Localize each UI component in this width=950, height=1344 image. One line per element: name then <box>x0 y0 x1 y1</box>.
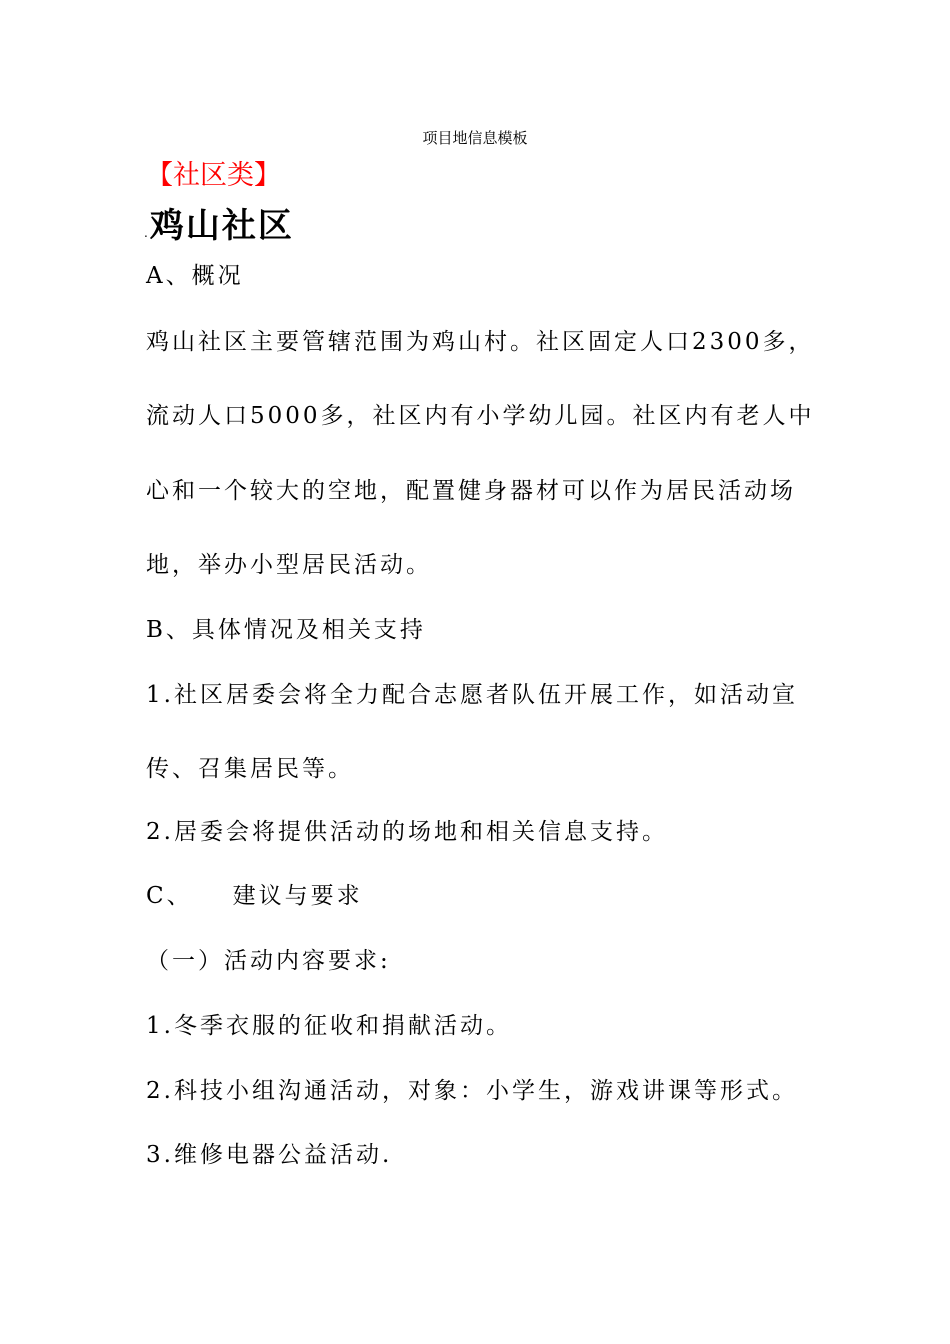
category-label: 【社区类】 <box>146 160 281 191</box>
overview-line-2: 流动人口5000多，社区内有小学幼儿园。社区内有老人中 <box>146 403 815 429</box>
section-c-label: C、 <box>146 883 193 909</box>
title-text: 鸡山社区 <box>149 206 294 246</box>
activity-item-1: 1.冬季衣服的征收和捐献活动。 <box>146 1013 512 1039</box>
overview-line-1: 鸡山社区主要管辖范围为鸡山村。社区固定人口2300多， <box>146 329 815 355</box>
page-header: 项目地信息模板 <box>422 129 528 147</box>
activity-item-2: 2.科技小组沟通活动，对象：小学生，游戏讲课等形式。 <box>146 1078 798 1104</box>
section-c-heading <box>146 881 363 911</box>
section-b-heading: B、具体情况及相关支持 <box>146 617 426 643</box>
subsection-title: 活动内容要求: <box>224 948 391 974</box>
section-a-heading: A、概况 <box>146 263 244 289</box>
support-line-1: 1.社区居委会将全力配合志愿者队伍开展工作，如活动宣 <box>146 682 798 708</box>
support-line-3: 2.居委会将提供活动的场地和相关信息支持。 <box>146 819 668 845</box>
subsection-heading <box>146 946 391 976</box>
section-c-title: 建议与要求 <box>232 883 363 909</box>
activity-item-3: 3.维修电器公益活动. <box>146 1142 393 1168</box>
document-title <box>144 204 294 255</box>
subsection-label: （一） <box>146 948 224 974</box>
title-dot: . <box>144 226 150 240</box>
overview-line-4: 地，举办小型居民活动。 <box>146 552 432 578</box>
overview-line-3: 心和一个较大的空地，配置健身器材可以作为居民活动场 <box>146 478 796 504</box>
support-line-2: 传、召集居民等。 <box>146 756 354 782</box>
